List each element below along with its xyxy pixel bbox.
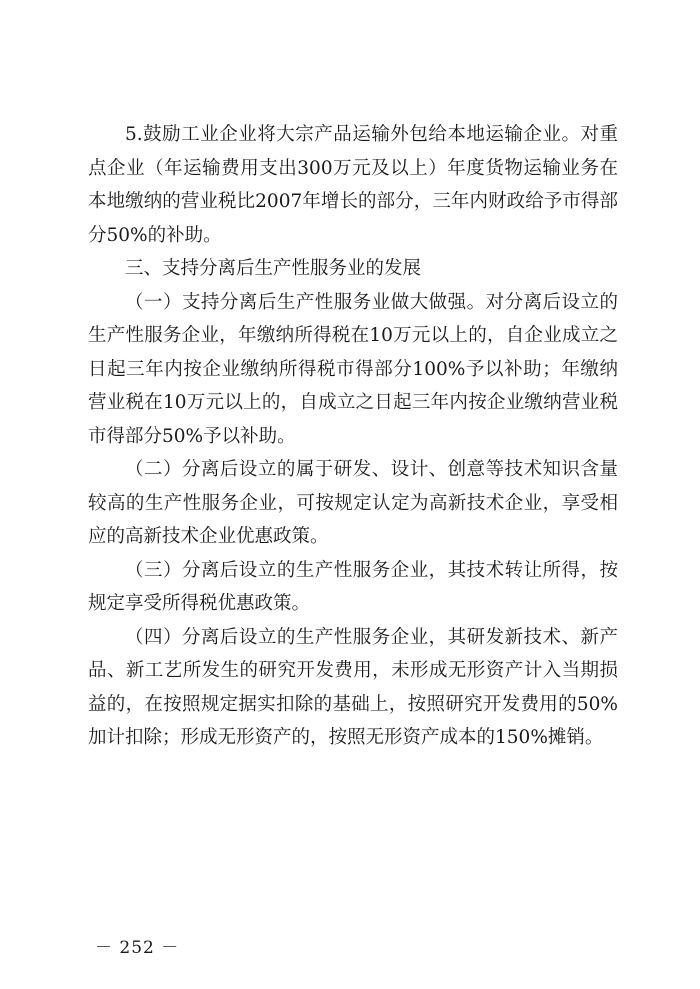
paragraph-item-1: （一）支持分离后生产性服务业做大做强。对分离后设立的生产性服务企业，年缴纳所得税在10万元以上的，自企业成立之日起三年内按企业缴纳所得税市得部分100%予以补助；年缴纳营业税在10万元以上的，自成立之日起三年内按企业缴纳营业税市得部分50%予以补助。 — [88, 291, 618, 447]
paragraph-item-4: （四）分离后设立的生产性服务企业，其研发新技术、新产品、新工艺所发生的研究开发费用，未形成无形资产计入当期损益的，在按照规定据实扣除的基础上，按照研究开发费用的50%加计扣除；形成无形资产的，按照无形资产成本的150%摊销。 — [88, 626, 618, 748]
section-heading-3: 三、支持分离后生产性服务业的发展 — [125, 258, 422, 279]
page-number: － 252 － — [95, 938, 180, 958]
paragraph-transport-outsourcing: 5.鼓励工业企业将大宗产品运输外包给本地运输企业。对重点企业（年运输费用支出300万元及以上）年度货物运输业务在本地缴纳的营业税比2007年增长的部分，三年内财政给予市得部分50%的补助。 — [88, 124, 618, 246]
document-body — [88, 118, 618, 755]
paragraph-item-2: （二）分离后设立的属于研发、设计、创意等技术知识含量较高的生产性服务企业，可按规定认定为高新技术企业，享受相应的高新技术企业优惠政策。 — [88, 459, 618, 547]
paragraph-item-3: （三）分离后设立的生产性服务企业，其技术转让所得，按规定享受所得税优惠政策。 — [88, 559, 618, 614]
